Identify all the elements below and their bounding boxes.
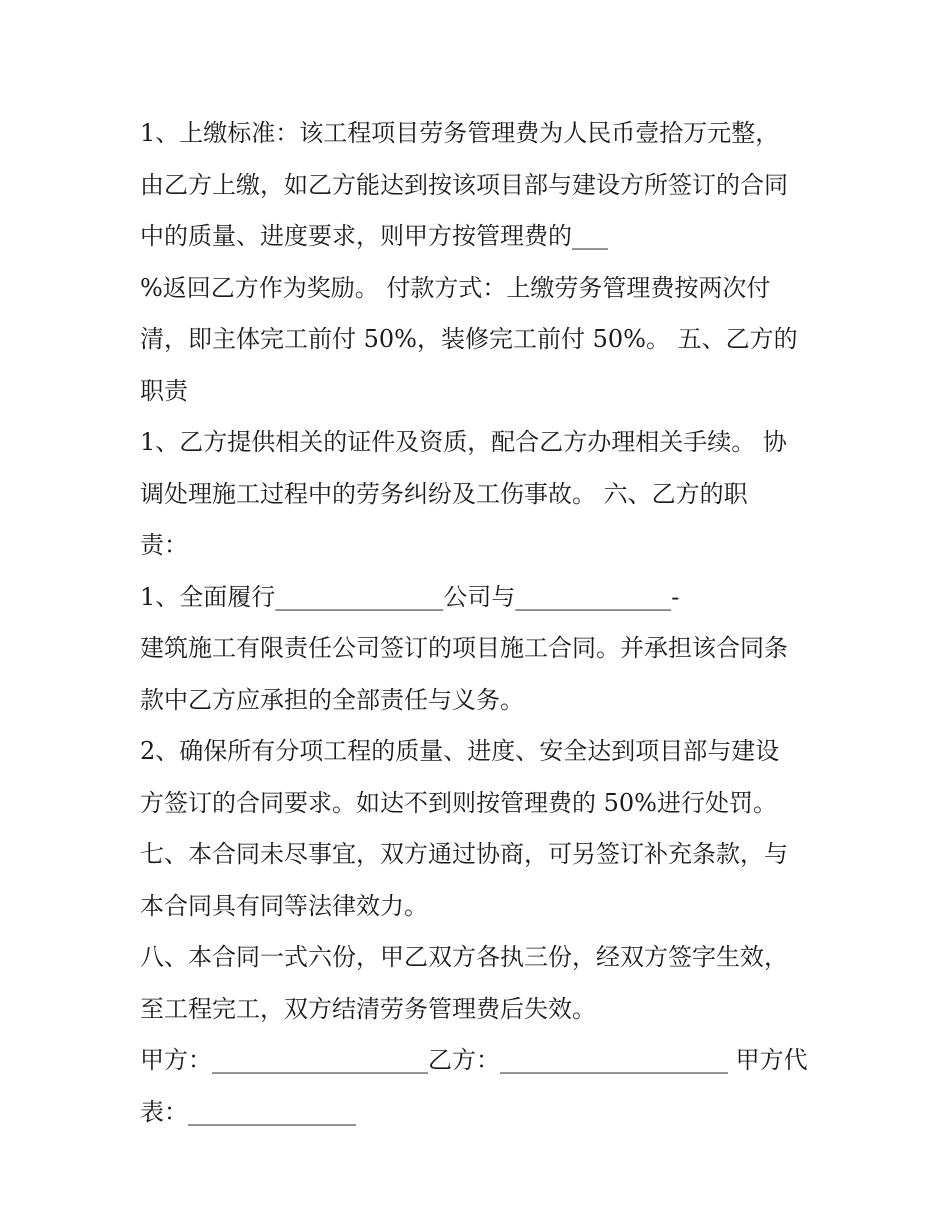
text-line: 方签订的合同要求。如达不到则按管理费的 50%进行处罚。 <box>140 788 777 817</box>
signature-line: 表：______________ <box>140 1097 356 1126</box>
signature-line: 甲方：__________________乙方：___________________ 甲方代 <box>140 1046 808 1074</box>
text-line: %返回乙方作为奖励。 付款方式：上缴劳务管理费按两次付 <box>140 273 771 302</box>
text-line: 1、乙方提供相关的证件及资质，配合乙方办理相关手续。 协 <box>140 428 787 456</box>
text-line: 2、确保所有分项工程的质量、进度、安全达到项目部与建设 <box>140 737 780 765</box>
text-line: 本合同具有同等法律效力。 <box>140 891 428 920</box>
text-line: 1、上缴标准：该工程项目劳务管理费为人民币壹拾万元整， <box>140 119 780 147</box>
text-line: 八、本合同一式六份，甲乙双方各执三份，经双方签字生效， <box>140 943 788 971</box>
text-line: 款中乙方应承担的全部责任与义务。 <box>140 685 524 714</box>
text-line: 七、本合同未尽事宜，双方通过协商，可另签订补充条款，与 <box>140 840 788 868</box>
text-line: 清，即主体完工前付 50%，装修完工前付 50%。 五、乙方的 <box>140 325 798 353</box>
text-line: 至工程完工，双方结清劳务管理费后失效。 <box>140 994 596 1023</box>
text-line: 责： <box>140 531 188 559</box>
contract-text <box>140 108 820 1138</box>
text-line: 建筑施工有限责任公司签订的项目施工合同。并承担该合同条 <box>140 634 788 662</box>
text-line: 1、全面履行______________公司与_____________- <box>140 582 680 611</box>
text-line: 中的质量、进度要求，则甲方按管理费的___ <box>140 222 608 250</box>
text-line: 职责 <box>140 376 188 405</box>
text-line: 调处理施工过程中的劳务纠纷及工伤事故。 六、乙方的职 <box>140 479 748 508</box>
text-line: 由乙方上缴，如乙方能达到按该项目部与建设方所签订的合同 <box>140 170 788 199</box>
